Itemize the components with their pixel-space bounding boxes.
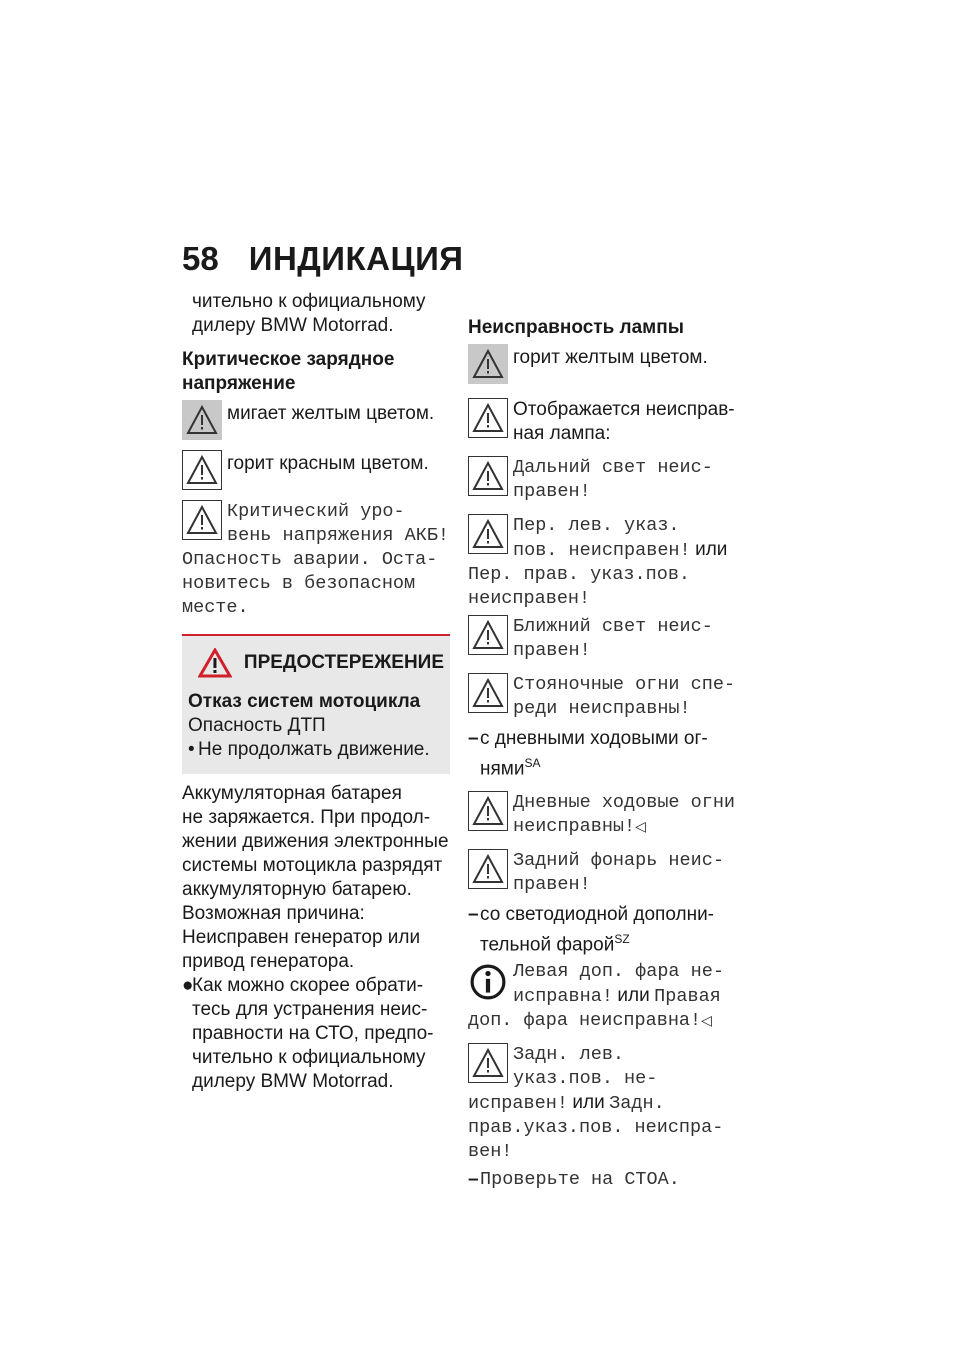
warning-triangle-icon <box>182 450 222 490</box>
body-line: не заряжается. При продол- <box>182 807 431 828</box>
section-title-line-2: напряжение <box>182 373 296 394</box>
end-mark-icon: ◁ <box>701 1011 712 1028</box>
display-message-line: Критический уро- <box>227 501 405 522</box>
lamp-row-high-beam: Дальний свет неис- правен! <box>468 456 740 504</box>
warning-header <box>188 648 444 678</box>
warning-triangle-icon <box>468 615 508 655</box>
display-message-line: Опасность аварии. Оста- <box>182 549 438 570</box>
warning-triangle-icon <box>468 673 508 713</box>
dash-item-aux-light: – со светодиодной дополни- тельной фарой$^{SZ}$ <box>468 904 715 956</box>
body-line: аккумуляторную батарею. <box>182 879 412 900</box>
warning-triangle-icon <box>468 398 508 438</box>
body-line: Аккумуляторная батарея <box>182 783 402 804</box>
body-line: Неисправен генератор или <box>182 927 421 948</box>
intro-line-2: дилеру BMW Motorrad. <box>192 315 394 336</box>
page-title: ИНДИКАЦИЯ <box>248 240 464 277</box>
warning-triangle-icon <box>468 514 508 554</box>
end-mark-icon: ◁ <box>635 818 646 835</box>
display-message-line: новитесь в безопасном <box>182 573 416 594</box>
right-column: Неисправность лампы горит желтым цветом. Отображается неисправ- ная лампа: Дальний свет неис- правен! Пер. лев. указ. пов. неисправен! или Пер. прав. указ.пов. неисправен! Ближний свет неис- правен! Стояночные огни спе- реди неисправны! – с дневными ходовыми ог- нями$^{SA}$ Дневные ходовые огни неисправны!◁ Задний фонарь неис- правен! – со светодиодной дополни- тельной фарой$^{SZ}$ Левая доп. фара не- исправна! или Правая доп. фара неисправна!◁ Задн. лев. указ.пов. не- исправен! или Задн. прав.указ.пов. неиспра- вен! – Проверьте на СТОА. <box>468 290 740 1192</box>
lamp-row-aux: Левая доп. фара не- исправна! или Правая <box>468 960 740 1009</box>
lamp-row-drl: Дневные ходовые огни неисправны!◁ <box>468 791 740 839</box>
warning-triangle-icon <box>182 400 222 440</box>
warning-triangle-icon <box>468 456 508 496</box>
warning-title: ПРЕДОСТЕРЕЖЕНИЕ <box>243 652 444 673</box>
left-column <box>182 290 450 1094</box>
body-line: жении движения электронные <box>182 831 449 852</box>
dash-item-drl: – с дневными ходовыми ог- нями$^{SA}$ <box>468 728 708 780</box>
lamp-row-parking: Стояночные огни спе- реди неисправны! <box>468 673 740 721</box>
section-title-line-1: Критическое зарядное <box>182 349 395 370</box>
display-message-line: вень напряжения АКБ! <box>227 525 450 546</box>
warning-bullet: • Не продолжать движение. <box>188 739 430 760</box>
page-header <box>182 240 464 278</box>
warning-triangle-icon <box>468 344 508 384</box>
indicator-row-blinking <box>182 400 450 440</box>
warning-triangle-icon <box>468 849 508 889</box>
lamp-row-front-turn: Пер. лев. указ. пов. неисправен! или <box>468 514 740 563</box>
info-icon <box>468 960 508 1004</box>
warning-triangle-icon <box>182 500 222 540</box>
warning-subtitle: Отказ систем мотоцикла <box>188 691 421 712</box>
body-line: системы мотоцикла разрядят <box>182 855 443 876</box>
page-number: 58 <box>182 240 219 277</box>
body-line: Возможная причина: <box>182 903 365 924</box>
lamp-row-tail: Задний фонарь неис- правен! <box>468 849 740 897</box>
lamp-row-yellow: горит желтым цветом. <box>468 344 740 384</box>
indicator-text: мигает желтым цветом. <box>227 403 435 424</box>
warning-box <box>182 634 450 774</box>
action-bullet: ● Как можно скорее обрати- тесь для устранения неис- правности на СТО, предпо- чительно к официальному дилеру BMW Motorrad. <box>182 975 434 1092</box>
indicator-text: горит красным цветом. <box>227 453 429 474</box>
lamp-row-rear-turn: Задн. лев. указ.пов. не- <box>468 1043 740 1091</box>
intro-line-1: чительно к официальному <box>192 291 426 312</box>
indicator-row-red <box>182 450 450 490</box>
warning-triangle-icon <box>468 791 508 831</box>
indicator-row-message <box>182 500 450 548</box>
lamp-row-displayed: Отображается неисправ- ная лампа: <box>468 398 740 446</box>
lamp-section-title: Неисправность лампы <box>468 317 684 338</box>
warning-triangle-icon <box>468 1043 508 1083</box>
lamp-row-low-beam: Ближний свет неис- правен! <box>468 615 740 663</box>
display-message-line: месте. <box>182 597 249 618</box>
dash-item-check: – Проверьте на СТОА. <box>468 1168 680 1190</box>
body-line: привод генератора. <box>182 951 355 972</box>
warning-hazard: Опасность ДТП <box>188 715 326 736</box>
caution-icon <box>198 648 232 678</box>
